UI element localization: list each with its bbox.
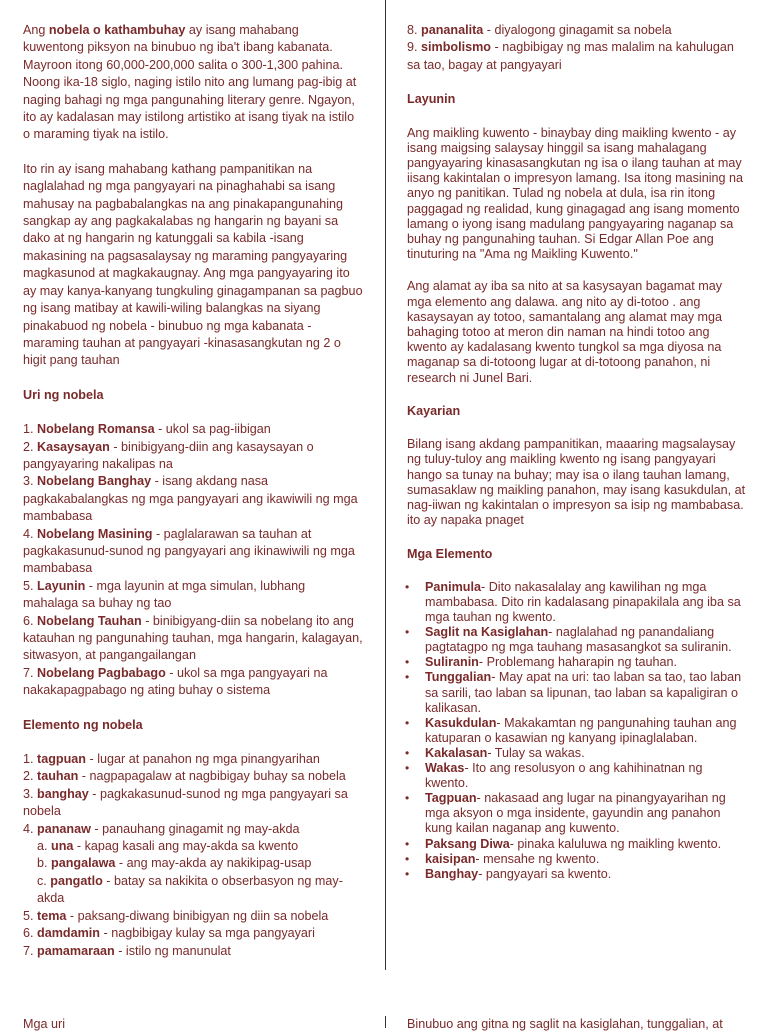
elemento-item-term: pananalita <box>421 23 484 37</box>
right-column <box>407 22 747 882</box>
uri-item-term: Nobelang Pagbabago <box>37 665 166 680</box>
uri-item: 4. Nobelang Masining - paglalarawan sa tauhan at pagkakasunud-sunod ng pangyayari ang ikinawiwili ng mga mambabasa <box>23 526 355 576</box>
uri-item: 5. Layunin - mga layunin at mga simulan, lubhang mahalaga sa buhay ng tao <box>23 578 306 611</box>
uri-item: 6. Nobelang Tauhan - binibigyang-diin sa nobelang ito ang katauhan ng pangunahing tauhan, mga hangarin, kalagayan, sitwasyon, at pangangailangan <box>23 613 363 663</box>
uri-item-term: Nobelang Banghay <box>37 474 152 489</box>
mga-elemento-item: • Saglit na Kasiglahan- naglalahad ng panandaliang pagtatagpo ng mga tauhang masasangkot sa suliranin. <box>407 625 747 655</box>
elemento-item: 1. tagpuan - lugar at panahon ng mga pinangyarihan <box>23 752 320 767</box>
uri-item-term: Kasaysayan <box>37 439 110 454</box>
pananaw-sublist <box>23 838 363 908</box>
kayarian-paragraph: Bilang isang akdang pampanitikan, maaaring magsalaysay ng tuluy-tuloy ang maikling kwento ng isang pangyayari hango sa tunay na buhay; may isa o ilang tauhan lamang, sumasaklaw ng maikling panahon, may isang kasukdulan, at nag-iiwan ng kakintalan o impresyon sa isip ng mambabasa. ito ay napaka pnaget <box>407 437 746 528</box>
mga-elemento-item: • Tagpuan- nakasaad ang lugar na pinangyayarihan ng mga aksyon o mga insidente, gayundin ang panahon kung kailan naganap ang kuwento. <box>407 791 747 836</box>
elemento-item-term: damdamin <box>37 926 100 941</box>
mga-elemento-term: Tagpuan <box>425 791 477 806</box>
elemento-list-end <box>407 22 747 74</box>
elemento-item-term: tauhan <box>37 769 79 784</box>
mga-elemento-item: • Wakas- Ito ang resolusyon o ang kahihinatnan ng kwento. <box>407 761 747 791</box>
uri-item-term: Nobelang Tauhan <box>37 613 142 628</box>
elemento-item-term: tema <box>37 908 67 923</box>
mga-elemento-item: • Kasukdulan- Makakamtan ng pangunahing tauhan ang katuparan o kasawian ng kanyang ipinaglalaban. <box>407 716 747 746</box>
elemento-item: 2. tauhan - nagpapagalaw at nagbibigay buhay sa nobela <box>23 769 346 784</box>
mga-elemento-term: Kakalasan <box>425 745 488 760</box>
mga-elemento-term: Suliranin <box>425 655 479 670</box>
uri-heading: Uri ng nobela <box>23 387 104 402</box>
column-divider-bottom <box>385 1016 386 1028</box>
elemento-item-term: pananaw <box>37 821 91 836</box>
left-column <box>23 22 363 960</box>
uri-item: 2. Kasaysayan - binibigyang-diin ang kasaysayan o pangyayaring nakalipas na <box>23 439 314 471</box>
mga-elemento-item: • Banghay- pangyayari sa kwento. <box>407 867 747 882</box>
pananaw-subitem: a. una - kapag kasali ang may-akda sa kwento <box>37 839 299 854</box>
mga-elemento-term: Banghay <box>425 866 479 881</box>
uri-item-term: Nobelang Masining <box>37 526 153 541</box>
layunin-paragraph-2: Ang alamat ay iba sa nito at sa kasysayan bagamat may mga elemento ang dalawa. ang nito ay di-totoo . ang kasaysayan ay totoo, samantalang ang alamat may mga bahaging totoo at meron din naman na hindi totoo ang kwento ay kadalasang kwento tungkol sa mga diyosa na maganap sa di-totoong lugar at di-totoong panahon, ni research ni Junel Bari. <box>407 279 723 385</box>
mga-elemento-item: • Suliranin- Problemang haharapin ng tauhan. <box>407 655 747 670</box>
elemento-item: 8. pananalita - diyalogong ginagamit sa nobela <box>407 23 672 37</box>
column-divider <box>385 0 386 970</box>
intro-paragraph-1: Ang nobela o kathambuhay ay isang mahabang kuwentong piksyon na binubuo ng iba't ibang kabanata. Mayroon itong 60,000-200,000 salita o 300-1,300 pahina. Noong ika-18 siglo, naging istilo nito ang lumang pag-ibig at naging bahagi ng mga pangunahing literary genre. Ngayon, ito ay kadalasan may istilong artistiko at isang tiyak na istilo o maraming tiyak na istilo. <box>23 23 357 142</box>
pananaw-subitem: b. pangalawa - ang may-akda ay nakikipag-usap <box>37 856 312 871</box>
elemento-item: 7. pamamaraan - istilo ng manunulat <box>23 943 231 958</box>
mga-elemento-term: Saglit na Kasiglahan <box>425 625 549 640</box>
uri-item: 7. Nobelang Pagbabago - ukol sa mga pangyayari na nakakapagpabago ng ating buhay o sistema <box>23 665 328 698</box>
layunin-paragraph-1: Ang maikling kuwento - binaybay ding maikling kwento - ay isang maigsing salaysay hinggil sa isang mahalagang pangyayaring kinasasangkutan ng isa o ilang tauhan at may iisang kakintalan o impresyon lamang. Isa itong masining na anyo ng panitikan. Tulad ng nobela at dula, isa rin itong paggagad ng realidad, kung ginagagad ang isang momento lamang o iyong isang madulang pangyayaring naganap sa buhay ng pangunahing tauhan. Si Edgar Allan Poe ang tinuturing na "Ama ng Maikling Kuwento." <box>407 125 744 262</box>
uri-item-term: Nobelang Romansa <box>37 422 155 437</box>
elemento-item-term: pamamaraan <box>37 943 115 958</box>
next-page-right-text: Binubuo ang gitna ng saglit na kasiglahan, tunggalian, at <box>407 1017 723 1031</box>
mga-elemento-list <box>407 580 747 882</box>
kayarian-heading: Kayarian <box>407 403 461 418</box>
mga-elemento-item: • Panimula- Dito nakasalalay ang kawilihan ng mga mambabasa. Dito rin kadalasang pinapakilala ang iba sa mga tauhan ng kwento. <box>407 580 747 625</box>
mga-elemento-item: • Kakalasan- Tulay sa wakas. <box>407 746 747 761</box>
elemento-item: 3. banghay - pagkakasunud-sunod ng mga pangyayari sa nobela <box>23 786 348 819</box>
elemento-item: 6. damdamin - nagbibigay kulay sa mga pangyayari <box>23 926 315 941</box>
mga-elemento-item: • Tunggalian- May apat na uri: tao laban sa tao, tao laban sa sarili, tao laban sa lipunan, tao laban sa kapaligiran o kalikasan. <box>407 670 747 715</box>
mga-elemento-heading: Mga Elemento <box>407 546 493 561</box>
uri-list <box>23 421 363 700</box>
mga-elemento-term: kaisipan <box>425 851 476 866</box>
nobela-term: nobela o kathambuhay <box>48 23 186 37</box>
pananaw-subitem: c. pangatlo - batay sa nakikita o obserbasyon ng may-akda <box>37 873 343 906</box>
mga-elemento-term: Paksang Diwa <box>425 836 510 851</box>
pananaw-subitem-term: una <box>51 839 74 854</box>
next-page-left-heading: Mga uri <box>23 1017 65 1031</box>
elemento-item-term: simbolismo <box>421 40 491 55</box>
elemento-item: 5. tema - paksang-diwang binibigyan ng diin sa nobela <box>23 908 329 923</box>
mga-elemento-item: • kaisipan- mensahe ng kwento. <box>407 852 747 867</box>
elemento-item: 9. simbolismo - nagbibigay ng mas malalim na kahulugan sa tao, bagay at pangyayari <box>407 40 734 72</box>
elemento-item-term: banghay <box>37 786 89 801</box>
elemento-item-term: tagpuan <box>37 752 86 767</box>
elemento-heading: Elemento ng nobela <box>23 717 143 732</box>
elemento-item: 4. pananaw - panauhang ginagamit ng may-akda <box>23 821 300 836</box>
pananaw-subitem-term: pangatlo <box>50 873 103 888</box>
intro-paragraph-2: Ito rin ay isang mahabang kathang pampanitikan na naglalahad ng mga pangyayari na pinaghahabi sa isang mahusay na pagbabalangkas na ang pinakapangunahing sangkap ay ang pagkakalabas ng hangarin ng bayani sa dako at ng hangarin ng katunggali sa kabila -isang makasining na pagsasalaysay ng maraming pangyayaring magkasunod at magkakaugnay. Ang mga pangyayaring ito ay may kanya-kanyang tungkuling ginagampanan sa pagbuo ng isang matibay at kawili-wiling balangkas na siyang pinakabuod ng nobela - binubuo ng mga kabanata -maraming tauhan at pangyayari -kinasasangkutan ng 2 o higit pang tauhan <box>23 161 363 368</box>
layunin-heading: Layunin <box>407 92 456 107</box>
uri-item: 3. Nobelang Banghay - isang akdang nasa pagkakabalangkas ng mga pangyayari ang ikawiwili ng mga mambabasa <box>23 474 358 524</box>
elemento-list-continued <box>23 908 363 960</box>
mga-elemento-term: Panimula <box>425 579 481 594</box>
uri-item-term: Layunin <box>37 578 86 593</box>
mga-elemento-term: Tunggalian <box>425 670 492 685</box>
pananaw-subitem-term: pangalawa <box>51 856 116 871</box>
mga-elemento-term: Wakas <box>425 761 465 776</box>
elemento-list <box>23 751 363 838</box>
uri-item: 1. Nobelang Romansa - ukol sa pag-iibigan <box>23 422 271 437</box>
mga-elemento-item: • Paksang Diwa- pinaka kaluluwa ng maikling kwento. <box>407 837 747 852</box>
mga-elemento-term: Kasukdulan <box>425 715 497 730</box>
